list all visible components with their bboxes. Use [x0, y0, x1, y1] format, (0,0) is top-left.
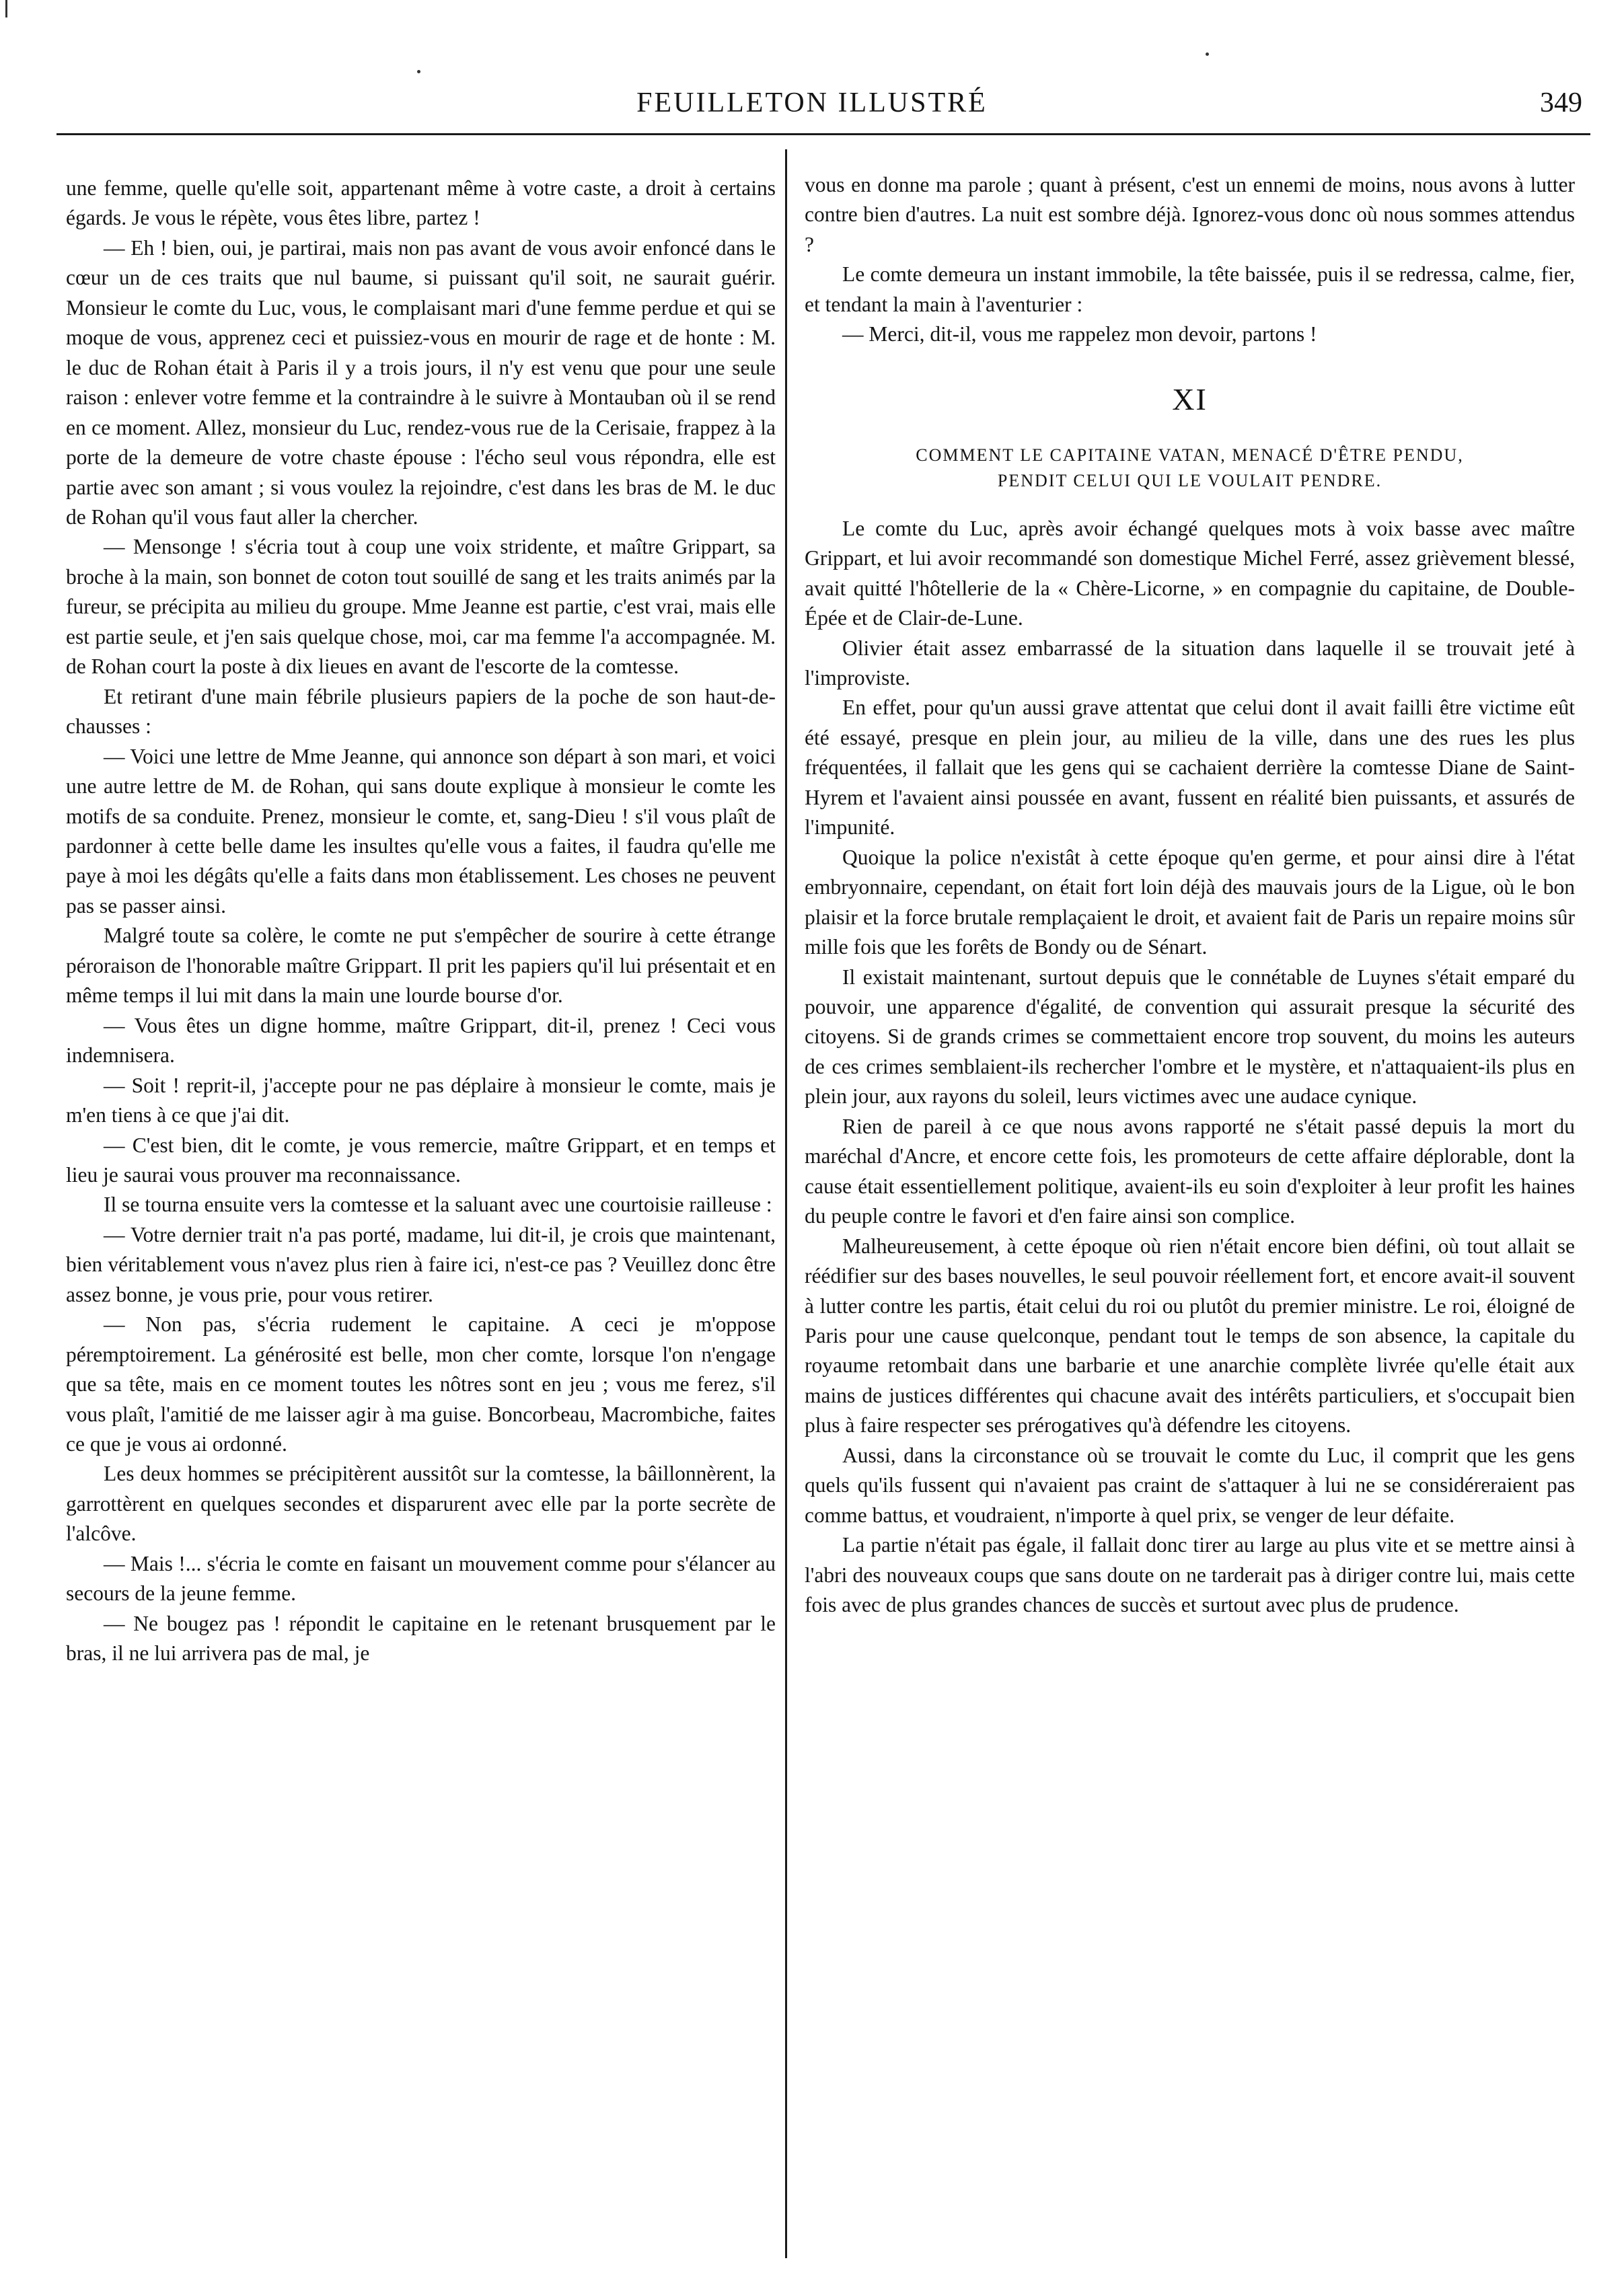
section-title-line-2: PENDIT CELUI QUI LE VOULAIT PENDRE. — [997, 470, 1382, 490]
paragraph: Il existait maintenant, surtout depuis que le connétable de Luynes s'était emparé du pouvoir, une apparence d'égalité, de convention qui assurait presque la sécurité des citoyens. Si de grands crimes se commettaient encore trop souvent, du moins les auteurs de ces crimes semblaient-ils rechercher l'ombre et le mystère, et n'attaquaient-ils plus en plein jour, aux rayons du soleil, leurs victimes avec une audace cynique. — [805, 965, 1575, 1109]
right-column — [805, 170, 1575, 1620]
section-title — [805, 443, 1575, 494]
paragraph: — Soit ! reprit-il, j'accepte pour ne pas déplaire à monsieur le comte, mais je m'en tiens à ce que j'ai dit. — [66, 1073, 776, 1127]
paragraph: vous en donne ma parole ; quant à présent, c'est un ennemi de moins, nous avons à lutter contre bien d'autres. La nuit est sombre déjà. Ignorez-vous donc où nous sommes attendus ? — [805, 173, 1575, 256]
paragraph: En effet, pour qu'un aussi grave attentat que celui dont il avait failli être victime eût été essayé, presque en plein jour, au milieu de la ville, dans une des rues les plus fréquentées, il fallait que les gens qui se cachaient derrière la comtesse Diane de Saint-Hyrem et l'avaient ainsi poussée en avant, fussent en réalité bien puissants, et assurés de l'impunité. — [805, 696, 1575, 839]
print-speck — [417, 70, 420, 73]
paragraph: La partie n'était pas égale, il fallait donc tirer au large au plus vite et se mettre ainsi à l'abri des nouveaux coups que sans doute on ne tarderait pas à diriger contre lui, mais cette fois avec de plus grandes chances de succès et surtout avec plus de prudence. — [805, 1533, 1575, 1617]
paragraph: Olivier était assez embarrassé de la situation dans laquelle il se trouvait jeté à l'improviste. — [805, 636, 1575, 689]
left-column — [66, 174, 776, 1669]
right-column-bottom-text — [805, 514, 1575, 1620]
page-number: 349 — [1540, 87, 1582, 118]
paragraph: Les deux hommes se précipitèrent aussitôt sur la comtesse, la bâillonnèrent, la garrottèrent en quelques secondes et disparurent avec elle par la porte secrète de l'alcôve. — [66, 1462, 776, 1546]
paragraph: Malgré toute sa colère, le comte ne put s'empêcher de sourire à cette étrange péroraison de l'honorable maître Grippart. Il prit les papiers qu'il lui présentait et en même temps il lui mit dans la main une lourde bourse d'or. — [66, 924, 776, 1008]
paragraph: — Mensonge ! s'écria tout à coup une voix stridente, et maître Grippart, sa broche à la main, son bonnet de coton tout souillé de sang et les traits animés par la fureur, se précipita au milieu du groupe. Mme Jeanne est partie, c'est vrai, mais elle est partie seule, et j'en sais quelque chose, moi, car ma femme l'a accompagnée. M. de Rohan court la poste à dix lieues en avant de l'escorte de la comtesse. — [66, 535, 776, 679]
section-number: XI — [1172, 381, 1208, 416]
section-title-line-1: COMMENT LE CAPITAINE VATAN, MENACÉ D'ÊTRE PENDU, — [916, 445, 1464, 465]
paragraph: — Vous êtes un digne homme, maître Grippart, dit-il, prenez ! Ceci vous indemnisera. — [66, 1013, 776, 1068]
paragraph: Aussi, dans la circonstance où se trouvait le comte du Luc, il comprit que les gens quels qu'ils fussent qui n'avaient pas craint de s'attaquer à lui ne se considéreraient pas comme battus, et voudraient, n'importe à quel prix, se venger de leur défaite. — [805, 1443, 1575, 1527]
paragraph: Rien de pareil à ce que nous avons rapporté ne s'était passé depuis la mort du maréchal d'Ancre, et encore cette fois, les promoteurs de cette affaire déplorable, dont la cause était essentiellement politique, avaient-ils eu soin d'exploiter à leur profit les haines du peuple contre le favori et d'en faire ainsi son complice. — [805, 1114, 1575, 1228]
paragraph: — Mais !... s'écria le comte en faisant un mouvement comme pour s'élancer au secours de la jeune femme. — [66, 1551, 776, 1606]
paragraph: — C'est bien, dit le comte, je vous remercie, maître Grippart, et en temps et lieu je saurai vous prouver ma reconnaissance. — [66, 1133, 776, 1187]
paragraph: Et retirant d'une main fébrile plusieurs papiers de la poche de son haut-de-chausses : — [66, 684, 776, 739]
running-header-title: FEUILLETON ILLUSTRÉ — [636, 87, 988, 118]
paragraph: — Ne bougez pas ! répondit le capitaine en le retenant brusquement par le bras, il ne lui arrivera pas de mal, je — [66, 1611, 776, 1666]
paragraph: Le comte demeura un instant immobile, la tête baissée, puis il se redressa, calme, fier, et tendant la main à l'aventurier : — [805, 262, 1575, 316]
paragraph: Quoique la police n'existât à cette époque qu'en germe, et pour ainsi dire à l'état embryonnaire, cependant, on était fort loin déjà des mauvais jours de la Ligue, où le bon plaisir et la force brutale remplaçaient le droit, et avaient fait de Paris un repaire moins sûr mille fois que les forêts de Bondy ou de Sénart. — [805, 845, 1575, 959]
paragraph: — Merci, dit-il, vous me rappelez mon devoir, partons ! — [842, 322, 1317, 346]
margin-mark — [5, 0, 7, 17]
paragraph: Il se tourna ensuite vers la comtesse et la saluant avec une courtoisie railleuse : — [104, 1193, 772, 1217]
paragraph: Le comte du Luc, après avoir échangé quelques mots à voix basse avec maître Grippart, et lui avoir recommandé son domestique Michel Ferré, assez grièvement blessé, avait quitté l'hôtellerie de la « Chère-Licorne, » en compagnie du capitaine, de Double-Épée et de Clair-de-Lune. — [805, 516, 1575, 630]
paragraph: une femme, quelle qu'elle soit, appartenant même à votre caste, a droit à certains égards. Je vous le répète, vous êtes libre, partez ! — [66, 176, 776, 230]
header-rule — [57, 133, 1590, 135]
print-speck — [1206, 52, 1209, 56]
paragraph: Malheureusement, à cette époque où rien n'était encore bien défini, où tout allait se réédifier sur des bases nouvelles, le seul pouvoir réellement fort, et encore avait-il souvent à lutter contre les partis, était celui du roi ou plutôt du premier ministre. Le roi, éloigné de Paris pour une cause quelconque, pendant tout le temps de son absence, la capitale du royaume retombait dans une barbarie et une anarchie complète livrée qu'elle était aux mains de justices différentes qui chacune avait des intérêts particuliers, et s'occupait bien plus à faire respecter ses prérogatives qu'à défendre les citoyens. — [805, 1234, 1575, 1438]
column-divider — [785, 149, 787, 2258]
paragraph: — Voici une lettre de Mme Jeanne, qui annonce son départ à son mari, et voici une autre lettre de M. de Rohan, qui sans doute explique à monsieur le comte les motifs de sa conduite. Prenez, monsieur le comte, et, sang-Dieu ! s'il vous plaît de pardonner à cette belle dame les insultes qu'elle vous a faites, il faudra qu'elle me paye à moi les dégâts qu'elle a faits dans mon établissement. Les choses ne peuvent pas se passer ainsi. — [66, 744, 776, 918]
paragraph: — Eh ! bien, oui, je partirai, mais non pas avant de vous avoir enfoncé dans le cœur un de ces traits que nul baume, si puissant qu'il soit, ne saurait guérir. Monsieur le comte du Luc, vous, le complaisant mari d'une femme perdue et qui se moque de vous, apprenez ceci et puissiez-vous en mourir de rage et de honte : M. le duc de Rohan était à Paris il y a trois jours, il n'y est venu que pour une seule raison : enlever votre femme et la contraindre à le suivre à Montauban où il se rend en ce moment. Allez, monsieur du Luc, rendez-vous rue de la Cerisaie, frappez à la porte de la demeure de votre chaste épouse : l'écho seul vous répondra, elle est partie avec son amant ; si vous voulez la rejoindre, c'est dans les bras de M. le duc de Rohan qu'il vous faut aller la chercher. — [66, 235, 776, 529]
paragraph: — Non pas, s'écria rudement le capitaine. A ceci je m'oppose péremptoirement. La générosité est belle, mon cher comte, lorsque l'on n'engage que sa tête, mais en ce moment toutes les nôtres sont en jeu ; vous me ferez, s'il vous plaît, l'amitié de me laisser agir à ma guise. Boncorbeau, Macrombiche, faites ce que je vous ai ordonné. — [66, 1312, 776, 1456]
paragraph: — Votre dernier trait n'a pas porté, madame, lui dit-il, je crois que maintenant, bien véritablement vous n'avez plus rien à faire ici, n'est-ce pas ? Veuillez donc être assez bonne, je vous prie, pour vous retirer. — [66, 1222, 776, 1306]
right-column-top-text — [805, 170, 1575, 350]
